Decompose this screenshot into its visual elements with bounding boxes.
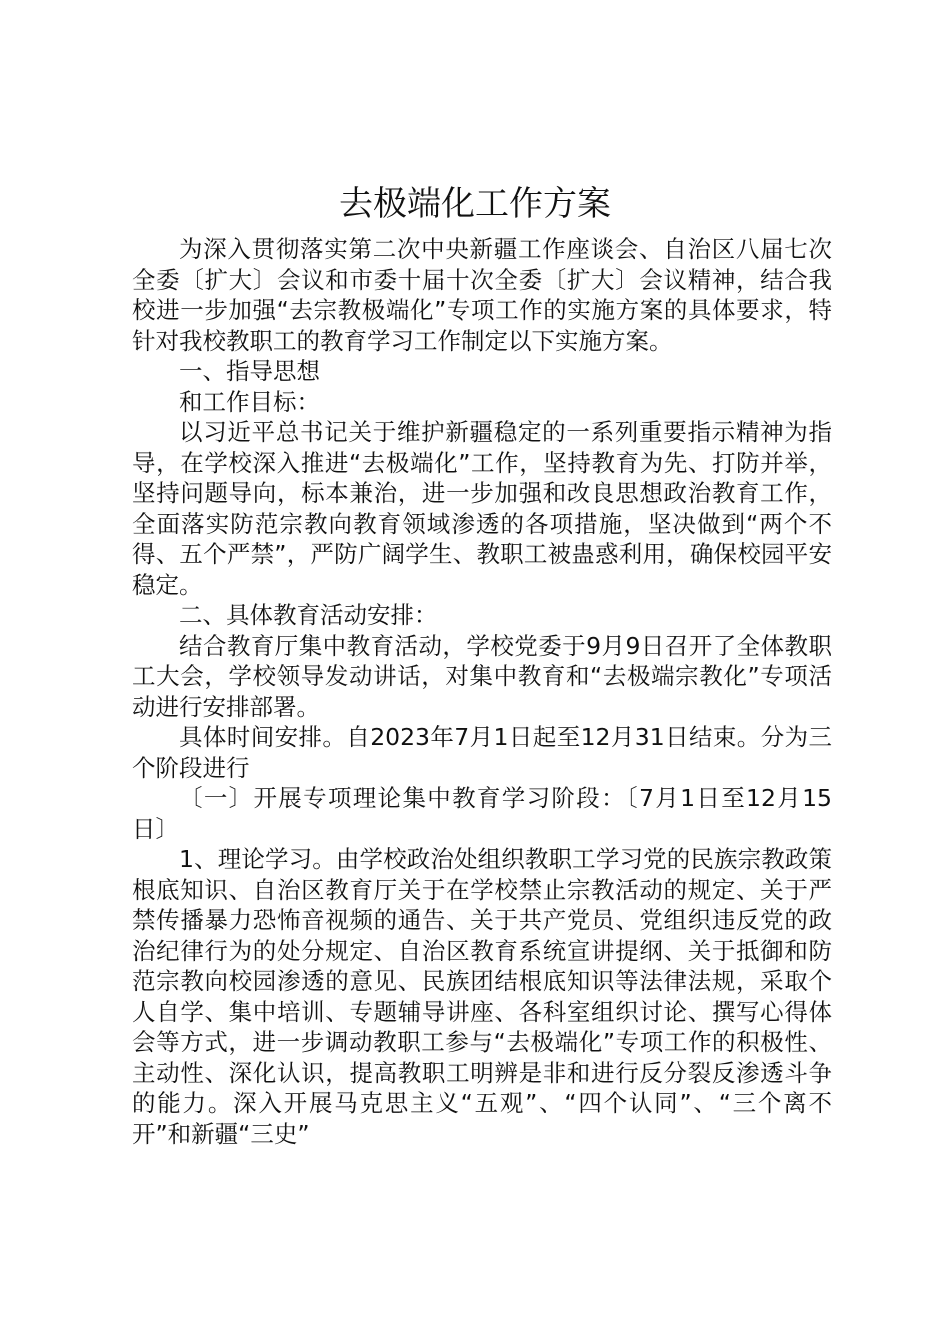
document-title: 去极端化工作方案 (339, 184, 611, 224)
section-heading-work-goal: 和工作目标： (179, 387, 320, 416)
paragraph-phase-one: 〔一〕开展专项理论集中教育学习阶段：〔7月1日至12月15日〕 (132, 784, 832, 843)
paragraph-activities: 结合教育厅集中教育活动，学校党委于9月9日召开了全体教职工大会，学校领导发动讲话，对集中教育和“去极端宗教化”专项活动进行安排部署。 (132, 631, 832, 721)
document-body (132, 234, 832, 1149)
paragraph-intro: 为深入贯彻落实第二次中央新疆工作座谈会、自治区八届七次全委〔扩大〕会议和市委十届十次全委〔扩大〕会议精神，结合我校进一步加强“去宗教极端化”专项工作的实施方案的具体要求，特针对我校教职工的教育学习工作制定以下实施方案。 (132, 235, 832, 355)
section-heading-guiding-thought: 一、指导思想 (179, 357, 320, 385)
section-heading-activities: 二、具体教育活动安排： (179, 601, 438, 629)
paragraph-guiding-thought: 以习近平总书记关于维护新疆稳定的一系列重要指示精神为指导，在学校深入推进“去极端化”工作，坚持教育为先、打防并举，坚持问题导向，标本兼治，进一步加强和改良思想政治教育工作，全面落实防范宗教向教育领域渗透的各项措施，坚决做到“两个不得、五个严禁”，严防广阔学生、教职工被蛊惑利用，确保校园平安稳定。 (132, 418, 832, 599)
paragraph-theory-study: 1、理论学习。由学校政治处组织教职工学习党的民族宗教政策根底知识、自治区教育厅关于在学校禁止宗教活动的规定、关于严禁传播暴力恐怖音视频的通告、关于共产党员、党组织违反党的政治纪律行为的处分规定、自治区教育系统宣讲提纲、关于抵御和防范宗教向校园渗透的意见、民族团结根底知识等法律法规，采取个人自学、集中培训、专题辅导讲座、各科室组织讨论、撰写心得体会等方式，进一步调动教职工参与“去极端化”专项工作的积极性、主动性、深化认识，提高教职工明辨是非和进行反分裂反渗透斗争的能力。深入开展马克思主义“五观”、“四个认同”、“三个离不开”和新疆“三史” (132, 845, 832, 1148)
paragraph-schedule: 具体时间安排。自2023年7月1日起至12月31日结束。分为三个阶段进行 (132, 723, 832, 782)
